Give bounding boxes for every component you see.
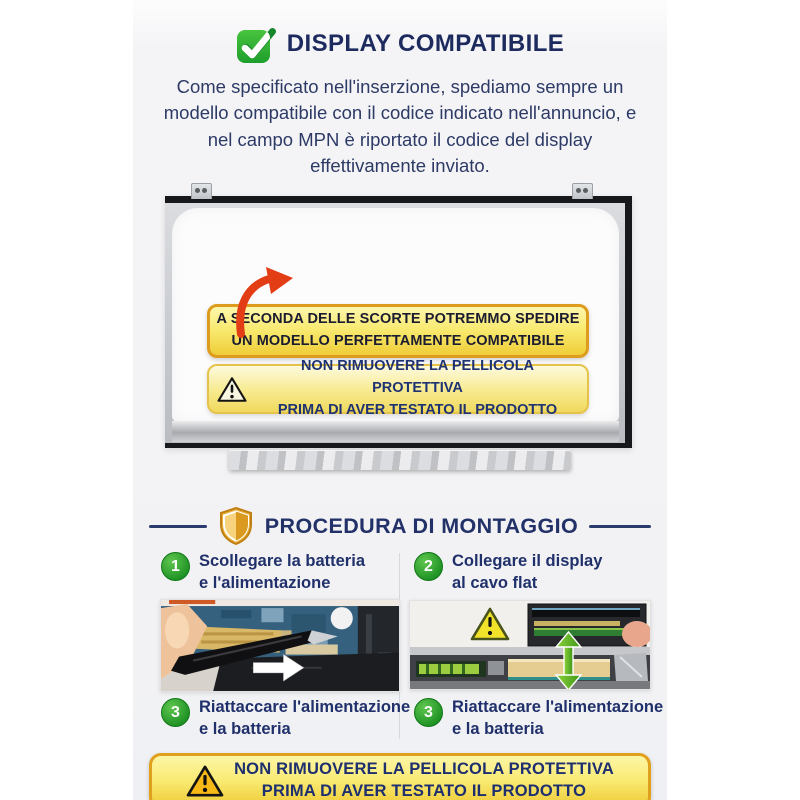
- page-title: DISPLAY COMPATIBILE: [286, 30, 565, 57]
- step-2-line1: Collegare il display: [452, 552, 603, 570]
- step-1-line2: e l'alimentazione: [199, 573, 331, 592]
- panel-bottom-shade: [172, 421, 619, 442]
- stock-notice-line2: UN MODELLO PERFETTAMENTE COMPATIBILE: [231, 333, 565, 349]
- red-arrow-icon: [233, 266, 295, 338]
- step-3-left-line1: Riattaccare l'alimentazione: [199, 698, 411, 716]
- step-1-line1: Scollegare la batteria: [199, 552, 365, 570]
- header: [133, 24, 667, 64]
- stock-notice-line1: A SECONDA DELLE SCORTE POTREMMO SPEDIRE: [216, 311, 580, 328]
- step-1: [161, 551, 365, 595]
- step-3-right-number-badge: 3: [414, 698, 443, 727]
- step-3-left-line2: e la batteria: [199, 719, 291, 738]
- step-3-right-line1: Riattaccare l'alimentazione: [452, 698, 664, 716]
- heading-rule-right: [589, 525, 651, 528]
- step-3-left: [161, 697, 410, 741]
- footer-warning-line2: PRIMA DI AVER TESTATO IL PRODOTTO: [261, 782, 587, 800]
- warning-triangle-icon: [186, 764, 224, 798]
- step-2-line2: al cavo flat: [452, 573, 538, 592]
- film-warning-line1: NON RIMUOVERE LA PELLICOLA PROTETTIVA: [300, 358, 535, 397]
- shield-icon: [218, 507, 254, 545]
- lcd-panel-photo: [165, 196, 632, 448]
- heading-rule-left: [149, 525, 207, 528]
- green-checkmark-icon: [236, 24, 276, 64]
- footer-warning-line1: NON RIMUOVERE LA PELLICOLA PROTETTIVA: [234, 760, 614, 779]
- procedure-title: PROCEDURA DI MONTAGGIO: [264, 513, 579, 538]
- photo-connect-flat-cable: [409, 600, 651, 690]
- content-column: [133, 0, 667, 800]
- footer-warning-banner: [149, 753, 651, 800]
- hinge-bracket-right: [572, 183, 593, 199]
- step-3-right: [414, 697, 663, 741]
- film-warning-line2: PRIMA DI AVER TESTATO IL PRODOTTO: [277, 401, 558, 418]
- step-2-number-badge: 2: [414, 552, 443, 581]
- hinge-bracket-left: [191, 183, 212, 199]
- panel-foil-strip: [229, 450, 571, 470]
- step-1-number-badge: 1: [161, 552, 190, 581]
- warning-triangle-icon: [217, 376, 247, 403]
- procedure-heading: [133, 507, 667, 545]
- step-3-right-line2: e la batteria: [452, 719, 544, 738]
- step-3-left-number-badge: 3: [161, 698, 190, 727]
- intro-paragraph: Come specificato nell'inserzione, spediamo sempre un modello compatibile con il codice indicato nell'annuncio, e nel campo MPN è riportato il codice del display effettivamente inviato.: [163, 76, 637, 176]
- photo-disconnect-battery: [160, 599, 400, 692]
- film-warning-banner: [207, 358, 589, 418]
- step-2: [414, 551, 602, 595]
